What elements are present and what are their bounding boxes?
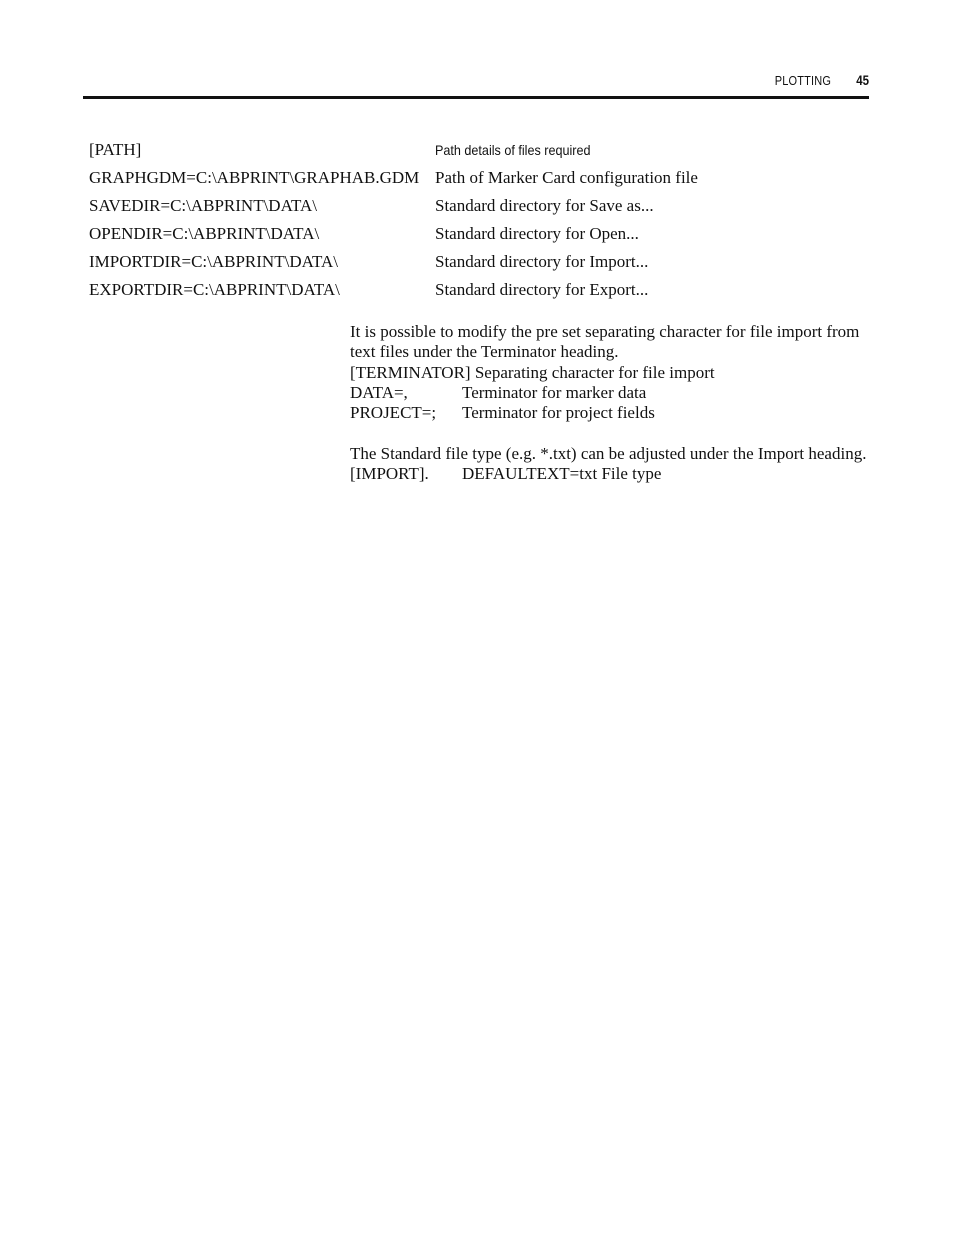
page-header [83, 72, 869, 96]
path-desc: Path details of files required [435, 142, 591, 158]
data-key: DATA=, [350, 382, 408, 402]
path-desc: Standard directory for Export... [435, 280, 649, 299]
terminator-data-line [350, 383, 880, 403]
path-key: [PATH] [89, 140, 142, 159]
path-key: OPENDIR=C:\ABPRINT\DATA\ [89, 224, 320, 243]
import-line [350, 464, 880, 484]
project-key: PROJECT=; [350, 403, 437, 423]
path-key: GRAPHGDM=C:\ABPRINT\GRAPHAB.GDM [89, 168, 420, 187]
paragraph-gap [350, 423, 880, 443]
import-intro: The Standard file type (e.g. *.txt) can be adjusted under the Import heading. [350, 443, 867, 463]
terminator-intro-line-1: It is possible to modify the pre set separating character for file import from [350, 322, 860, 341]
path-key: IMPORTDIR=C:\ABPRINT\DATA\ [89, 252, 339, 271]
page-number: 45 [856, 73, 869, 88]
project-desc: Terminator for project fields [462, 403, 655, 423]
terminator-heading: [TERMINATOR] Separating character for file import [350, 362, 715, 382]
import-desc: DEFAULTEXT=txt File type [462, 464, 662, 484]
notes-block [350, 322, 880, 484]
header-rule [83, 96, 869, 99]
terminator-intro-line-2: text files under the Terminator heading. [350, 342, 619, 362]
path-desc: Standard directory for Import... [435, 252, 649, 271]
path-desc: Path of Marker Card configuration file [435, 168, 698, 187]
path-key: EXPORTDIR=C:\ABPRINT\DATA\ [89, 280, 340, 299]
terminator-project-line [350, 403, 880, 423]
path-key: SAVEDIR=C:\ABPRINT\DATA\ [89, 196, 317, 215]
import-key: [IMPORT]. [350, 464, 429, 484]
path-desc: Standard directory for Save as... [435, 196, 654, 215]
path-desc: Standard directory for Open... [435, 224, 639, 243]
data-desc: Terminator for marker data [462, 382, 647, 402]
section-title: PLOTTING [774, 74, 831, 88]
